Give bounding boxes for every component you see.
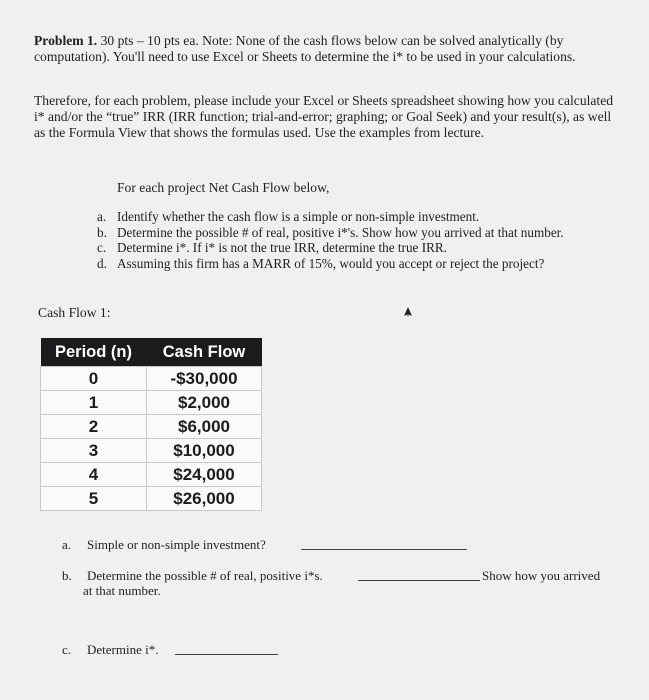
period-cell: 5 <box>41 487 147 511</box>
problem-intro <box>34 33 624 65</box>
task-text: Identify whether the cash flow is a simple or non-simple investment. <box>117 209 480 224</box>
question-b-letter: b. <box>62 568 72 583</box>
task-intro: For each project Net Cash Flow below, <box>117 180 330 195</box>
column-header-period: Period (n) <box>41 338 147 367</box>
question-b-text: Determine the possible # of real, positive i*s. <box>87 568 323 583</box>
task-text: Assuming this firm has a MARR of 15%, would you accept or reject the project? <box>117 255 545 271</box>
cash-flow-cell: $2,000 <box>147 391 262 415</box>
period-cell: 1 <box>41 391 147 415</box>
cash-flow-table <box>40 338 262 511</box>
task-item <box>97 209 617 225</box>
period-cell: 0 <box>41 367 147 391</box>
task-item <box>97 240 617 256</box>
answer-line-a[interactable] <box>301 549 467 550</box>
cash-flow-cell: -$30,000 <box>147 367 262 391</box>
cash-flow-label: Cash Flow 1: <box>38 305 111 320</box>
cash-flow-cell: $26,000 <box>147 487 262 511</box>
period-cell: 3 <box>41 439 147 463</box>
question-b-side-text: Show how you arrived <box>482 568 601 583</box>
question-c-text: Determine i*. <box>87 642 159 657</box>
task-text: Determine the possible # of real, positive i*'s. Show how you arrived at that number. <box>117 224 564 240</box>
period-cell: 2 <box>41 415 147 439</box>
cash-flow-cell: $6,000 <box>147 415 262 439</box>
answer-line-c[interactable] <box>175 654 278 655</box>
mouse-pointer-icon <box>402 307 414 319</box>
question-a-letter: a. <box>62 537 72 552</box>
period-cell: 4 <box>41 463 147 487</box>
task-item <box>97 256 617 272</box>
task-item <box>97 225 617 241</box>
table-header-row <box>41 338 262 367</box>
table-row <box>41 463 262 487</box>
table-row <box>41 391 262 415</box>
answer-line-b[interactable] <box>358 580 480 581</box>
task-letter: c. <box>97 240 107 256</box>
cash-flow-cell: $10,000 <box>147 439 262 463</box>
instructions-paragraph: Therefore, for each problem, please include your Excel or Sheets spreadsheet showing how you calculated i* and/or the “true” IRR (IRR function; trial-and-error; graphing; or Goal Seek) and your result(s), as well as the Formula View that shows the formulas used. Use the examples from lecture. <box>34 93 614 140</box>
cash-flow-cell: $24,000 <box>147 463 262 487</box>
task-letter: d. <box>97 255 107 271</box>
column-header-cash-flow: Cash Flow <box>147 338 262 367</box>
task-letter: a. <box>97 209 107 224</box>
table-row <box>41 367 262 391</box>
task-letter: b. <box>97 224 107 240</box>
task-list <box>97 209 617 271</box>
question-c-letter: c. <box>62 642 72 657</box>
problem-label: Problem 1. <box>34 33 98 48</box>
table-row <box>41 487 262 511</box>
task-text: Determine i*. If i* is not the true IRR, determine the true IRR. <box>117 240 447 256</box>
question-a-text: Simple or non-simple investment? <box>87 537 266 552</box>
question-b-text-continued: at that number. <box>83 583 161 598</box>
table-row <box>41 415 262 439</box>
problem-intro-text: 30 pts – 10 pts ea. Note: None of the cash flows below can be solved analytically (by computation). You'll need to use Excel or Sheets to determine the i* to be used in your calculations. <box>34 33 576 64</box>
table-row <box>41 439 262 463</box>
